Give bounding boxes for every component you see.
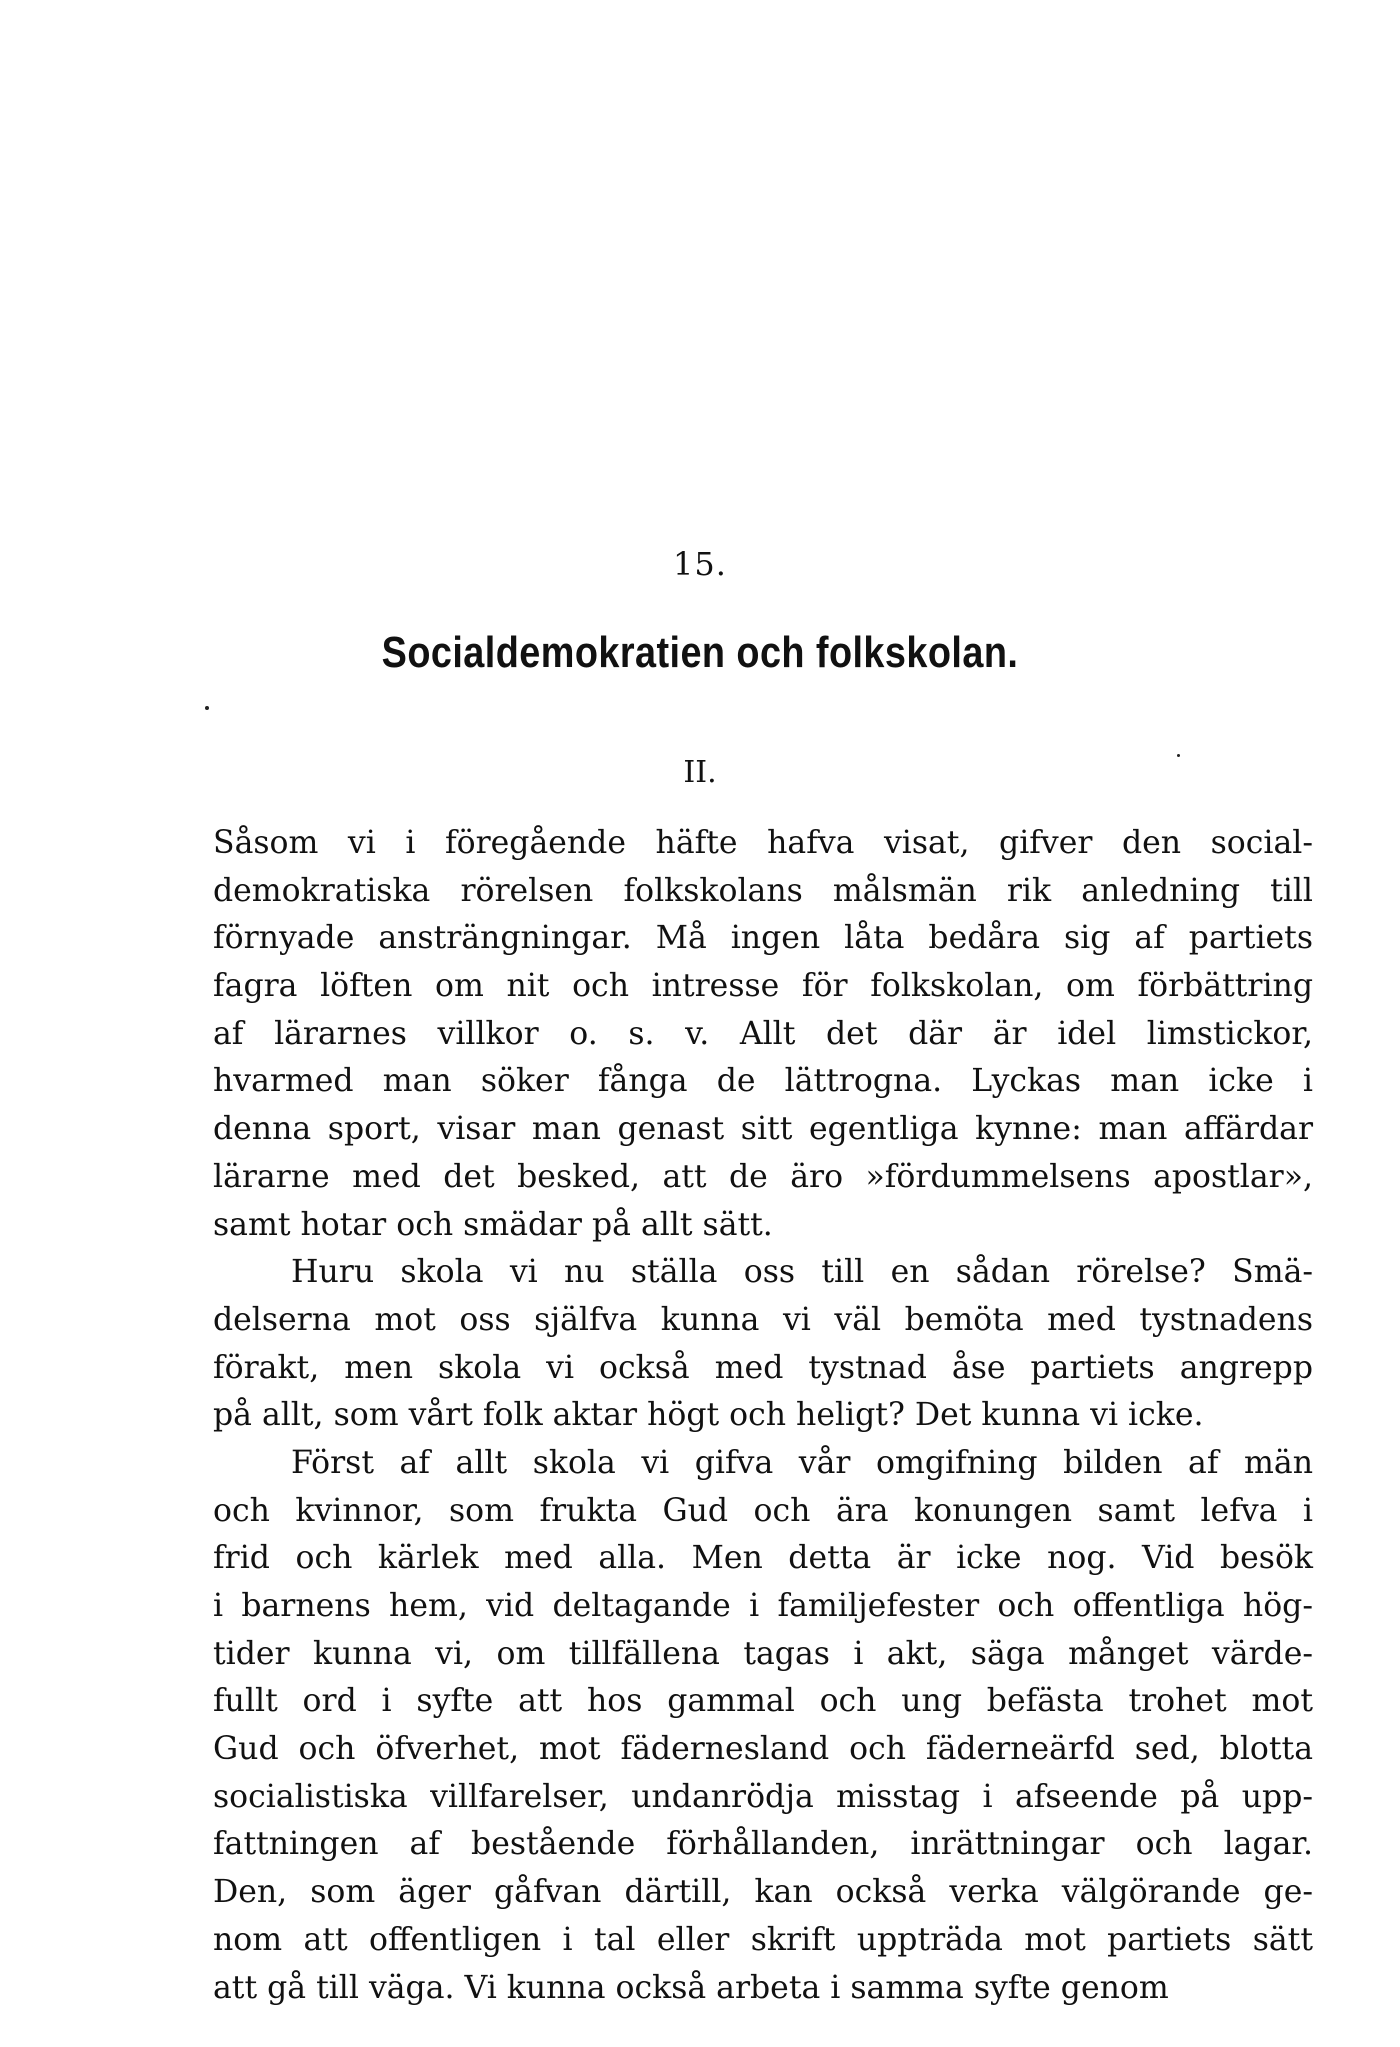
- text-line: delserna mot oss själfva kunna vi väl bemöta med tystnadens: [213, 1301, 1313, 1338]
- text-line: nom att offentligen i tal eller skrift uppträda mot partiets sätt: [213, 1921, 1313, 1958]
- text-line: fagra löften om nit och intresse för folkskolan, om förbättring: [213, 968, 1313, 1005]
- text-line: Såsom vi i föregående häfte hafva visat, gifver den social-: [213, 825, 1313, 861]
- text-line: lärarne med det besked, att de äro »fördummelsens apostlar»,: [213, 1158, 1313, 1195]
- text-line: i barnens hem, vid deltagande i familjefester och offentliga hög-: [213, 1588, 1313, 1624]
- text-line: fattningen af bestående förhållanden, inrättningar och lagar.: [213, 1826, 1313, 1863]
- text-line: Gud och öfverhet, mot fädernesland och fäderneärfd sed, blotta: [213, 1731, 1313, 1768]
- page-number: 15.: [673, 545, 727, 583]
- text-line: förakt, men skola vi också med tystnad åse partiets angrepp: [213, 1349, 1313, 1386]
- text-line: samt hotar och smädar på allt sätt.: [213, 1206, 773, 1243]
- paragraph: [213, 1440, 1313, 2012]
- print-speck: [205, 706, 209, 710]
- section-numeral: II.: [683, 755, 717, 790]
- text-line: Den, som äger gåfvan därtill, kan också verka välgörande ge-: [213, 1874, 1313, 1911]
- text-line: Huru skola vi nu ställa oss till en sådan rörelse? Smä-: [291, 1254, 1313, 1291]
- print-speck: [1177, 754, 1180, 757]
- text-line: socialistiska villfarelser, undanrödja misstag i afseende på upp-: [213, 1778, 1313, 1815]
- text-line: att gå till väga. Vi kunna också arbeta i samma syfte genom: [213, 1969, 1169, 2006]
- chapter-title: Socialdemokratien och folkskolan.: [381, 628, 1019, 677]
- text-line: på allt, som vårt folk aktar högt och heligt? Det kunna vi icke.: [213, 1397, 1204, 1434]
- text-line: och kvinnor, som frukta Gud och ära konungen samt lefva i: [213, 1492, 1313, 1529]
- paragraph: [213, 820, 1313, 1249]
- text-line: denna sport, visar man genast sitt egentliga kynne: man affärdar: [213, 1111, 1313, 1148]
- body-text: [213, 820, 1313, 2012]
- text-line: fullt ord i syfte att hos gammal och ung befästa trohet mot: [213, 1683, 1313, 1720]
- text-line: tider kunna vi, om tillfällena tagas i akt, säga månget värde-: [213, 1635, 1313, 1672]
- text-line: af lärarnes villkor o. s. v. Allt det där är idel limstickor,: [213, 1015, 1313, 1052]
- text-line: Först af allt skola vi gifva vår omgifning bilden af män: [291, 1444, 1313, 1481]
- text-line: hvarmed man söker fånga de lättrogna. Lyckas man icke i: [213, 1063, 1313, 1100]
- text-line: förnyade ansträngningar. Må ingen låta bedåra sig af partiets: [213, 920, 1313, 957]
- text-line: frid och kärlek med alla. Men detta är icke nog. Vid besök: [213, 1540, 1313, 1577]
- paragraph: [213, 1249, 1313, 1440]
- text-line: demokratiska rörelsen folkskolans målsmän rik anledning till: [213, 872, 1313, 909]
